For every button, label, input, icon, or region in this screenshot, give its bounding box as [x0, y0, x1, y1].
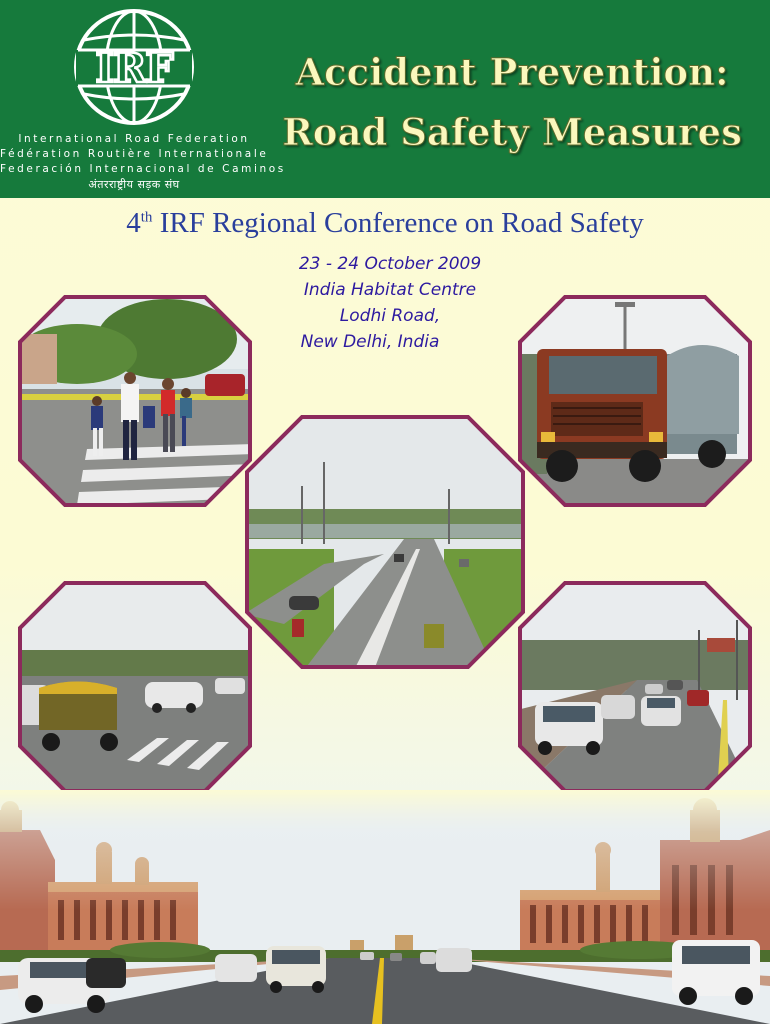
conference-ordinal: 4 [126, 207, 141, 239]
conference-city: New Delhi, India [300, 332, 440, 352]
photo-rajpath-avenue [0, 790, 770, 1024]
conference-ordinal-suffix: th [140, 209, 153, 226]
conference-title-text: IRF Regional Conference on Road Safety [159, 207, 644, 239]
conference-date: 23 - 24 October 2009 [298, 254, 482, 274]
org-name-english: International Road Federation [18, 133, 250, 145]
conference-venue: India Habitat Centre [303, 280, 477, 300]
main-title-line-1: Accident Prevention: [295, 50, 729, 94]
logo-text: IRF [95, 45, 173, 92]
photo-flyover [244, 414, 526, 670]
photo-pedestrian-crossing [17, 294, 253, 508]
photo-highway-traffic [517, 580, 753, 794]
photo-junction-autorickshaw [17, 580, 253, 794]
irf-globe-logo [70, 6, 198, 128]
org-name-hindi: अंतरराष्ट्रीय सड़क संघ [88, 178, 180, 191]
org-name-spanish: Federación Internacional de Caminos [0, 163, 286, 175]
header-banner [0, 0, 770, 198]
org-name-french: Fédération Routière Internationale [0, 148, 269, 160]
conference-title [0, 207, 770, 240]
photo-truck [517, 294, 753, 508]
conference-road: Lodhi Road, [339, 306, 441, 326]
main-title-line-2: Road Safety Measures [282, 110, 742, 154]
